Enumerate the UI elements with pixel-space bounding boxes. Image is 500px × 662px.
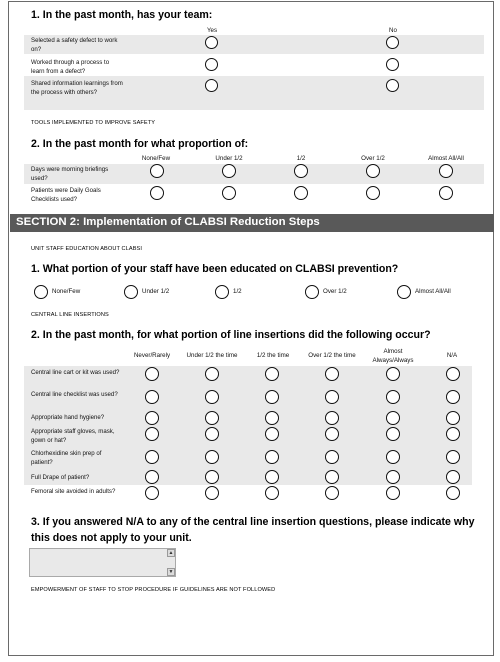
insertion-radio[interactable] <box>386 427 400 441</box>
s1-q2-col-header: Under 1/2 <box>215 155 243 162</box>
insertion-row-label: Appropriate hand hygiene? <box>31 414 105 421</box>
insertion-radio[interactable] <box>446 411 460 425</box>
insertion-radio[interactable] <box>446 486 460 500</box>
insertion-radio[interactable] <box>325 486 339 500</box>
insertion-radio[interactable] <box>145 427 159 441</box>
s1-q2-row1-radio[interactable] <box>222 164 236 178</box>
s1-q2-row2-radio[interactable] <box>439 186 453 200</box>
insertion-radio[interactable] <box>145 390 159 404</box>
s1-q2-title: 2. In the past month for what proportion of: <box>31 138 249 150</box>
s1-q1-row3-yes-radio[interactable] <box>205 79 218 92</box>
s1-q2-row2-radio[interactable] <box>222 186 236 200</box>
s1-q2-row1-radio[interactable] <box>366 164 380 178</box>
insertions-caption: CENTRAL LINE INSERTIONS <box>31 312 109 318</box>
s1-q1-row1-no-radio[interactable] <box>386 36 399 49</box>
insertion-radio[interactable] <box>265 411 279 425</box>
s1-q2-col-header: Almost All/All <box>428 155 464 162</box>
insertion-radio[interactable] <box>205 367 219 381</box>
education-radio-none-few[interactable] <box>34 285 48 299</box>
insertion-radio[interactable] <box>265 390 279 404</box>
scroll-down-button[interactable]: ▼ <box>168 569 174 575</box>
s2-q3-title-line1: 3. If you answered N/A to any of the central line insertion questions, please indicate why <box>31 516 475 528</box>
s1-q2-row2-radio[interactable] <box>366 186 380 200</box>
insertion-radio[interactable] <box>145 367 159 381</box>
insertion-row-label: Central line checklist was used? <box>31 391 118 398</box>
s1-q2-col-header: 1/2 <box>296 155 306 162</box>
s1-q1-row2-no-radio[interactable] <box>386 58 399 71</box>
insertion-radio[interactable] <box>145 486 159 500</box>
insertion-radio[interactable] <box>145 470 159 484</box>
insertion-radio[interactable] <box>386 450 400 464</box>
insertion-radio[interactable] <box>205 470 219 484</box>
section2-header: SECTION 2: Implementation of CLABSI Reduction Steps <box>10 214 494 232</box>
s1-q2-row-label: Days were morning briefings used? <box>31 166 109 182</box>
s1-q2-row2-radio[interactable] <box>150 186 164 200</box>
education-option-label: Over 1/2 <box>323 288 347 295</box>
education-option-label: Almost All/All <box>415 288 451 295</box>
s1-q1-row-label: Worked through a process to learn from a defect? <box>31 59 110 75</box>
insertion-radio[interactable] <box>386 367 400 381</box>
insertion-radio[interactable] <box>386 390 400 404</box>
s2-q3-title-line2: this does not apply to your unit. <box>31 532 192 544</box>
s2-q2-col-header: Over 1/2 the time <box>308 352 356 359</box>
s1-q2-row1-radio[interactable] <box>294 164 308 178</box>
s2-q1-title: 1. What portion of your staff have been educated on CLABSI prevention? <box>31 263 399 275</box>
s2-q2-col-header: Almost Always/Always <box>372 348 414 364</box>
insertion-radio[interactable] <box>205 411 219 425</box>
education-caption: UNIT STAFF EDUCATION ABOUT CLABSI <box>31 246 143 252</box>
insertion-radio[interactable] <box>205 450 219 464</box>
s1-q1-row-label: Shared information learnings from the process with others? <box>31 80 123 96</box>
s2-q2-col-header: N/A <box>446 352 458 359</box>
education-radio-almost-all[interactable] <box>397 285 411 299</box>
insertion-radio[interactable] <box>265 486 279 500</box>
scroll-up-button[interactable]: ▲ <box>168 550 174 556</box>
insertion-row-label: Appropriate staff gloves, mask, gown or hat? <box>31 428 115 444</box>
insertion-radio[interactable] <box>265 427 279 441</box>
s1-q2-row-label: Patients were Daily Goals Checklists used? <box>31 187 101 203</box>
insertion-radio[interactable] <box>325 390 339 404</box>
insertion-radio[interactable] <box>265 470 279 484</box>
s2-q2-col-header: 1/2 the time <box>256 352 290 359</box>
insertion-radio[interactable] <box>446 470 460 484</box>
insertion-radio[interactable] <box>386 470 400 484</box>
insertion-row-label: Chlorhexidine skin prep of patient? <box>31 450 102 466</box>
insertion-radio[interactable] <box>386 411 400 425</box>
education-radio-over-half[interactable] <box>305 285 319 299</box>
insertion-radio[interactable] <box>325 367 339 381</box>
s2-q2-table-band <box>24 366 472 485</box>
insertion-radio[interactable] <box>145 411 159 425</box>
s1-q2-row1-radio[interactable] <box>150 164 164 178</box>
na-explanation-textarea[interactable] <box>29 548 176 577</box>
tools-caption: TOOLS IMPLEMENTED TO IMPROVE SAFETY <box>31 120 156 126</box>
insertion-radio[interactable] <box>446 367 460 381</box>
insertion-radio[interactable] <box>145 450 159 464</box>
insertion-row-label: Full Drape of patient? <box>31 474 90 481</box>
insertion-radio[interactable] <box>446 390 460 404</box>
insertion-radio[interactable] <box>325 411 339 425</box>
s1-q1-row-label: Selected a safety defect to work on? <box>31 37 118 53</box>
s1-q2-row1-radio[interactable] <box>439 164 453 178</box>
s1-q1-row3-no-radio[interactable] <box>386 79 399 92</box>
insertion-row-label: Central line cart or kit was used? <box>31 369 120 376</box>
empowerment-caption: EMPOWERMENT OF STAFF TO STOP PROCEDURE IF GUIDELINES ARE NOT FOLLOWED <box>31 587 276 593</box>
insertion-radio[interactable] <box>325 450 339 464</box>
insertion-radio[interactable] <box>205 486 219 500</box>
no-column-header: No <box>389 27 397 34</box>
s2-q2-title: 2. In the past month, for what portion of line insertions did the following occur? <box>31 329 431 341</box>
insertion-radio[interactable] <box>205 427 219 441</box>
insertion-radio[interactable] <box>205 390 219 404</box>
insertion-radio[interactable] <box>446 427 460 441</box>
s2-q2-col-header: Under 1/2 the time <box>186 352 238 359</box>
s1-q2-col-header: Over 1/2 <box>361 155 385 162</box>
insertion-radio[interactable] <box>386 486 400 500</box>
s1-q2-col-header: None/Few <box>141 155 171 162</box>
s1-q1-row2-yes-radio[interactable] <box>205 58 218 71</box>
insertion-row-label: Femoral site avoided in adults? <box>31 488 116 495</box>
s1-q1-row1-yes-radio[interactable] <box>205 36 218 49</box>
education-radio-under-half[interactable] <box>124 285 138 299</box>
insertion-radio[interactable] <box>265 367 279 381</box>
yes-column-header: Yes <box>206 27 218 34</box>
insertion-radio[interactable] <box>265 450 279 464</box>
s1-q2-row2-radio[interactable] <box>294 186 308 200</box>
education-option-label: None/Few <box>52 288 81 295</box>
insertion-radio[interactable] <box>446 450 460 464</box>
education-option-label: 1/2 <box>233 288 242 295</box>
insertion-radio[interactable] <box>325 470 339 484</box>
insertion-radio[interactable] <box>325 427 339 441</box>
s1-q1-title: 1. In the past month, has your team: <box>31 9 213 21</box>
education-radio-half[interactable] <box>215 285 229 299</box>
education-option-label: Under 1/2 <box>142 288 170 295</box>
s2-q2-col-header: Never/Rarely <box>133 352 171 359</box>
